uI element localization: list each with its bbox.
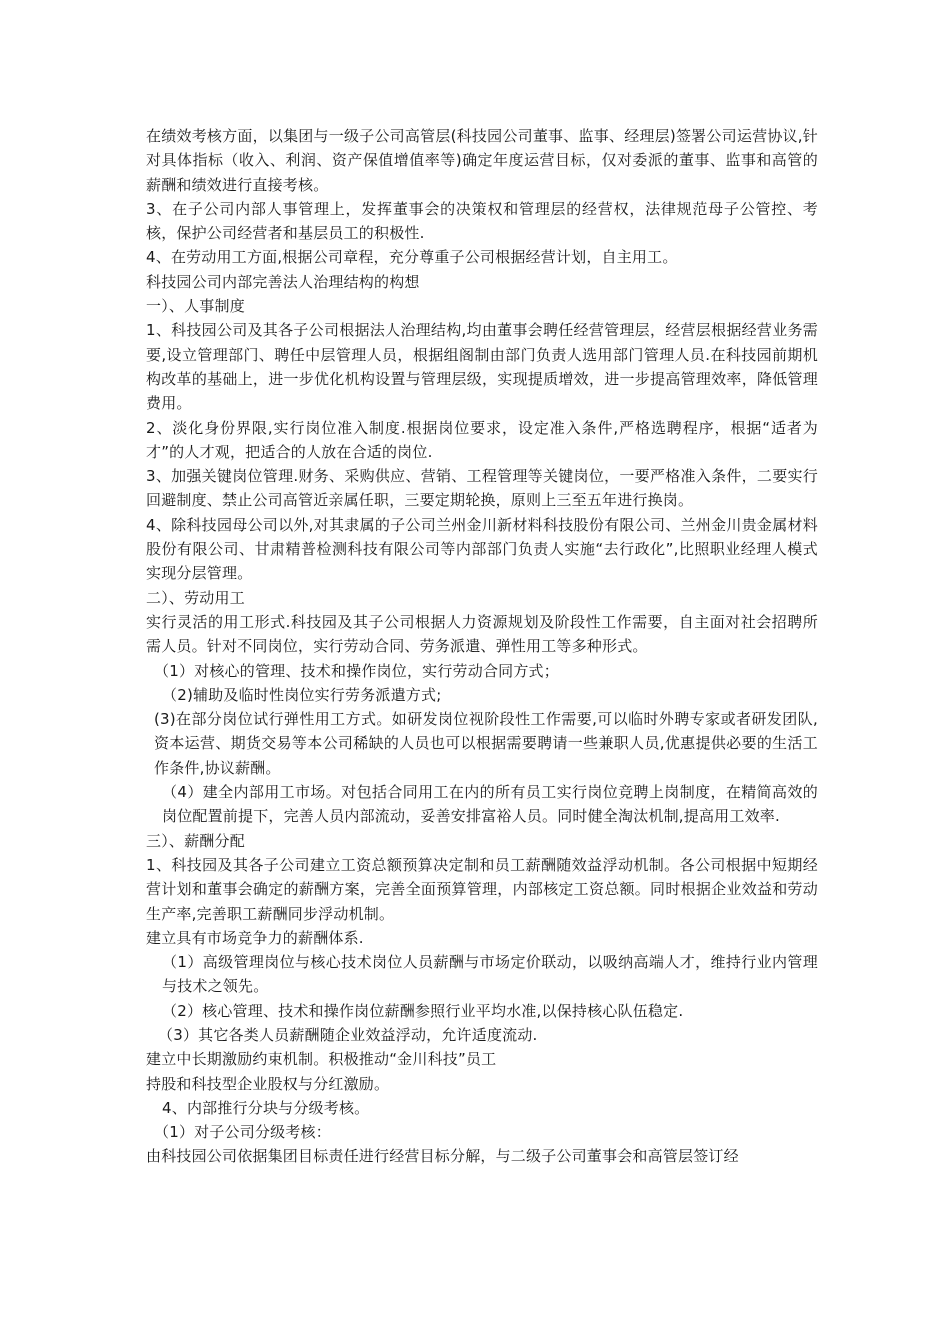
paragraph-performance-assessment: 在绩效考核方面，以集团与一级子公司高管层(科技园公司董事、监事、经理层)签署公司运营协议,针对具体指标（收入、利润、资产保值增值率等)确定年度运营目标，仅对委派的董事、监事和高管的薪酬和绩效进行直接考核。 <box>146 127 818 194</box>
paragraph-incentive-2: 持股和科技型企业股权与分红激励。 <box>146 1074 390 1093</box>
paragraph-salary-item-3: （3）其它各类人员薪酬随企业效益浮动，允许适度流动. <box>158 1025 538 1044</box>
paragraph-item-3-personnel: 3、在子公司内部人事管理上，发挥董事会的决策权和管理层的经营权，法律规范母子公管控、考核，保护公司经营者和基层员工的积极性. <box>146 199 818 243</box>
paragraph-labor-4: （4）建全内部用工市场。对包括合同用工在内的所有员工实行岗位竞聘上岗制度，在精简高效的岗位配置前提下，完善人员内部流动，妥善安排富裕人员。同时健全淘汰机制,提高用工效率. <box>162 783 818 826</box>
paragraph-salary-system: 建立具有市场竞争力的薪酬体系. <box>146 928 364 947</box>
paragraph-assessment-sub-1: （1）对子公司分级考核： <box>154 1123 331 1142</box>
paragraph-assessment-detail: 由科技园公司依据集团目标责任进行经营目标分解，与二级子公司董事会和高管层签订经 <box>146 1147 739 1166</box>
paragraph-incentive-1: 建立中长期激励约束机制。积极推动“金川科技”员工 <box>146 1050 497 1069</box>
paragraph-personnel-3: 3、加强关键岗位管理.财务、采购供应、营销、工程管理等关键岗位，一要严格准入条件，二要实行回避制度、禁止公司高管近亲属任职，三要定期轮换，原则上三至五年进行换岗。 <box>146 467 818 510</box>
paragraph-personnel-4: 4、除科技园母公司以外,对其隶属的子公司兰州金川新材料科技股份有限公司、兰州金川贵金属材料股份有限公司、甘肃精普检测科技有限公司等内部部门负责人实施“去行政化”,比照职业经理人模式实现分层管理。 <box>146 515 818 583</box>
paragraph-labor-1: （1）对核心的管理、技术和操作岗位，实行劳动合同方式； <box>154 661 559 680</box>
document-body <box>146 124 818 1169</box>
section-title: 科技园公司内部完善法人治理结构的构想 <box>146 272 420 291</box>
paragraph-salary-item-1: （1）高级管理岗位与核心技术岗位人员薪酬与市场定价联动，以吸纳高端人才，维持行业内管理与技术之领先。 <box>162 953 818 996</box>
paragraph-salary-1: 1、科技园及其各子公司建立工资总额预算决定制和员工薪酬随效益浮动机制。各公司根据中短期经营计划和董事会确定的薪酬方案，完善全面预算管理，内部核定工资总额。同时根据企业效益和劳动生产率,完善职工薪酬同步浮动机制。 <box>146 855 818 923</box>
heading-personnel-system: 一）、人事制度 <box>146 297 245 316</box>
paragraph-labor-intro: 实行灵活的用工形式.科技园及其子公司根据人力资源规划及阶段性工作需要，自主面对社会招聘所需人员。针对不同岗位，实行劳动合同、劳务派遣、弹性用工等多种形式。 <box>146 612 818 656</box>
paragraph-item-4-labor: 4、在劳动用工方面,根据公司章程，充分尊重子公司根据经营计划，自主用工。 <box>146 248 678 267</box>
heading-salary: 三）、薪酬分配 <box>146 831 245 850</box>
paragraph-assessment-4: 4、内部推行分块与分级考核。 <box>162 1098 370 1117</box>
paragraph-salary-item-2: （2）核心管理、技术和操作岗位薪酬参照行业平均水准,以保持核心队伍稳定. <box>162 1001 684 1020</box>
paragraph-personnel-2: 2、淡化身份界限,实行岗位准入制度.根据岗位要求，设定准入条件,严格选聘程序，根据“适者为才”的人才观，把适合的人放在合适的岗位. <box>146 418 818 461</box>
heading-labor: 二）、劳动用工 <box>146 588 245 607</box>
paragraph-labor-3: (3)在部分岗位试行弹性用工方式。如研发岗位视阶段性工作需要,可以临时外聘专家或者研发团队,资本运营、期货交易等本公司稀缺的人员也可以根据需要聘请一些兼职人员,优惠提供必要的生活工作条件,协议薪酬。 <box>154 710 818 777</box>
paragraph-personnel-1: 1、科技园公司及其各子公司根据法人治理结构,均由董事会聘任经营管理层，经营层根据经营业务需要,设立管理部门、聘任中层管理人员，根据组阁制由部门负责人选用部门管理人员.在科技园前期机构改革的基础上，进一步优化机构设置与管理层级，实现提质增效，进一步提高管理效率，降低管理费用。 <box>146 321 818 413</box>
paragraph-labor-2: （2)辅助及临时性岗位实行劳务派遣方式; <box>162 685 442 704</box>
